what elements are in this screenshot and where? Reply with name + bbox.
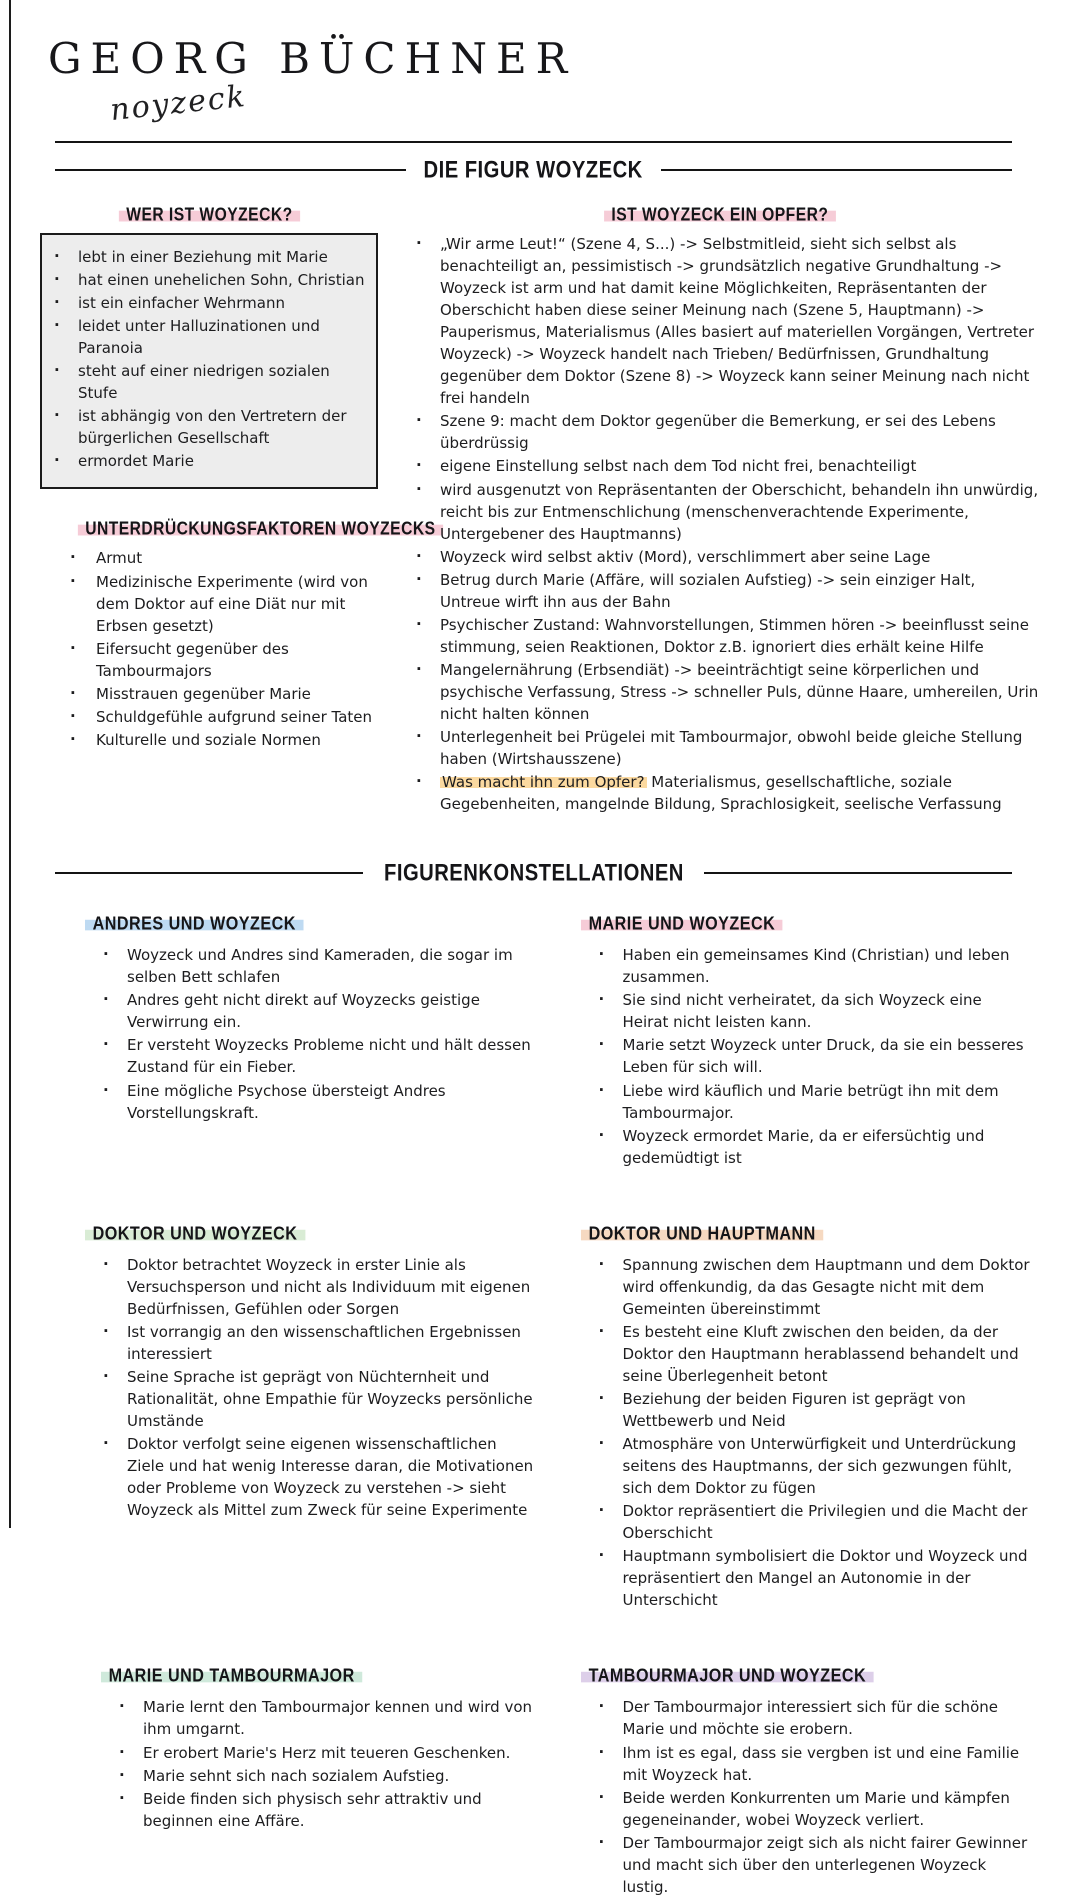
list-item: · Marie sehnt sich nach sozialem Aufstieg. [101, 1765, 537, 1787]
subsection-list [581, 1254, 1033, 1612]
list-item: · hat einen unehelichen Sohn, Christian [42, 269, 372, 291]
list-item: · ist abhängig von den Vertretern der bürgerlichen Gesellschaft [42, 405, 372, 449]
list-item: · wird ausgenutzt von Repräsentanten der Oberschicht, behandeln ihn unwürdig, reicht bis zur Entmenschlichung (menschenverachtende Experimente, Untergebener des Hauptmanns) [400, 479, 1040, 545]
subsection-heading: MARIE UND WOYZECK [581, 914, 783, 935]
heading-ist-woyzeck-ein-opfer [400, 205, 1040, 225]
subsection-heading: TAMBOURMAJOR UND WOYZECK [581, 1666, 874, 1687]
list-item: · Der Tambourmajor interessiert sich für die schöne Marie und möchte sie erobern. [581, 1696, 1033, 1740]
oppression-list [40, 547, 378, 750]
upper-two-columns [40, 199, 1040, 816]
subsection-list [581, 1696, 1033, 1897]
heading-text: WER IST WOYZECK? [118, 204, 299, 226]
subsection-heading: ANDRES UND WOYZECK [85, 914, 303, 935]
figure-constellation-grid [85, 914, 1032, 1899]
list-item: · „Wir arme Leut!“ (Szene 4, S...) -> Selbstmitleid, sieht sich selbst als benachteiligt an, pessimistisch -> grundsätzlich negative Grundhaltung -> Woyzeck ist arm und hat damit keine Möglichkeiten, Repräsentanten der Oberschicht haben diese seiner Meinung nach (Szene 5, Hauptmann) -> Pauperismus, Materialismus (Alles basiert auf materiellen Vorgängen, Vertreter Woyzeck) -> Woyzeck handelt nach Trieben/ Bedürfnissen, Grundhaltung gegenüber dem Doktor (Szene 8) -> Woyzeck kann seiner Meinung nach nicht frei handeln [400, 233, 1040, 409]
list-item: · ist ein einfacher Wehrmann [42, 292, 372, 314]
list-item: · Der Tambourmajor zeigt sich als nicht fairer Gewinner und macht sich über den unterlegenen Woyzeck lustig. [581, 1832, 1033, 1898]
list-item: · Ihm ist es egal, dass sie vergben ist und eine Familie mit Woyzeck hat. [581, 1742, 1033, 1786]
list-item: · Szene 9: macht dem Doktor gegenüber die Bemerkung, er sei des Lebens überdrüssig [400, 410, 1040, 454]
subsection-list [101, 1696, 537, 1831]
subsection-list [581, 944, 1033, 1168]
list-item: · Ist vorrangig an den wissenschaftlichen Ergebnissen interessiert [85, 1321, 537, 1365]
heading-unterdrueckungsfaktoren [62, 518, 436, 540]
list-item: · eigene Einstellung selbst nach dem Tod nicht frei, benachteiligt [400, 455, 1040, 477]
list-item: · Woyzeck ermordet Marie, da er eifersüchtig und gedemüdtigt ist [581, 1125, 1033, 1169]
header-divider [55, 141, 1012, 143]
list-item: · Betrug durch Marie (Affäre, will sozialen Aufstieg) -> sein einziger Halt, Untreue wirft ihn aus der Bahn [400, 569, 1040, 613]
subsection-marie-und-tambourmajor [101, 1666, 537, 1898]
subsection-marie-und-woyzeck [581, 914, 1033, 1169]
list-item: · Liebe wird käuflich und Marie betrügt ihn mit dem Tambourmajor. [581, 1080, 1033, 1124]
divider-line [55, 872, 363, 874]
list-item: · steht auf einer niedrigen sozialen Stufe [42, 360, 372, 404]
handwritten-subtitle: noyzeck [108, 78, 249, 129]
list-item: · Mangelernährung (Erbsendiät) -> beeinträchtigt seine körperlichen und psychische Verfassung, Stress -> schneller Puls, dünne Haare, umhereilen, Urin nicht halten können [400, 659, 1040, 725]
list-item: · Misstrauen gegenüber Marie [40, 683, 378, 705]
divider-line [55, 169, 406, 171]
subsection-heading: DOKTOR UND WOYZECK [85, 1223, 305, 1244]
list-item: · Schuldgefühle aufgrund seiner Taten [40, 706, 378, 728]
divider-line [704, 872, 1012, 874]
list-item: · Was macht ihn zum Opfer? Materialismus, gesellschaftliche, soziale Gegebenheiten, mangelnde Bildung, Sprachlosigkeit, seelische Verfassung [400, 771, 1040, 815]
who-info-box [40, 233, 378, 489]
list-item: · Eine mögliche Psychose übersteigt Andres Vorstellungskraft. [85, 1080, 537, 1124]
list-item: · Marie lernt den Tambourmajor kennen und wird von ihm umgarnt. [101, 1696, 537, 1740]
oppression-section [40, 518, 436, 750]
list-item: · Unterlegenheit bei Prügelei mit Tambourmajor, obwohl beide gleiche Stellung haben (Wirtshausszene) [400, 726, 1040, 770]
subsection-list [85, 1254, 537, 1522]
list-item: · Armut [40, 547, 378, 569]
heading-text: IST WOYZECK EIN OPFER? [604, 204, 836, 226]
section-title-figurenkonstellationen [55, 860, 1012, 886]
divider-line [661, 169, 1012, 171]
subsection-list [85, 944, 537, 1123]
section-title-text: DIE FIGUR WOYZECK [423, 155, 644, 183]
list-item: · Er erobert Marie's Herz mit teueren Geschenken. [101, 1742, 537, 1764]
list-item: · Es besteht eine Kluft zwischen den beiden, da der Doktor den Hauptmann herablassend behandelt und seine Überlegenheit betont [581, 1321, 1033, 1387]
section-title-die-figur [55, 157, 1012, 183]
subsection-tambourmajor-und-woyzeck [581, 1666, 1033, 1898]
list-item: · Seine Sprache ist geprägt von Nüchternheit und Rationalität, ohne Empathie für Woyzecks persönliche Umstände [85, 1366, 537, 1432]
list-item: · Andres geht nicht direkt auf Woyzecks geistige Verwirrung ein. [85, 989, 537, 1033]
column-ist-woyzeck-ein-opfer [400, 199, 1040, 816]
list-item: · leidet unter Halluzinationen und Paranoia [42, 315, 372, 359]
list-item: · Marie setzt Woyzeck unter Druck, da sie ein besseres Leben für sich will. [581, 1034, 1033, 1078]
subsection-andres-und-woyzeck [85, 914, 537, 1169]
list-item: · Spannung zwischen dem Hauptmann und dem Doktor wird offenkundig, da das Gesagte nicht mit dem Gemeinten übereinstimmt [581, 1254, 1033, 1320]
subsection-doktor-und-hauptmann [581, 1224, 1033, 1613]
list-item: · Eifersucht gegenüber des Tambourmajors [40, 638, 378, 682]
who-list [42, 246, 372, 472]
heading-wer-ist-woyzeck [40, 205, 378, 225]
subsection-heading: DOKTOR UND HAUPTMANN [581, 1223, 823, 1244]
section-title-text: FIGURENKONSTELLATIONEN [383, 859, 684, 887]
list-item: · lebt in einer Beziehung mit Marie [42, 246, 372, 268]
list-item: · Beziehung der beiden Figuren ist geprägt von Wettbewerb und Neid [581, 1388, 1033, 1432]
author-title: GEORG BÜCHNER [48, 34, 577, 83]
list-item: · Psychischer Zustand: Wahnvorstellungen, Stimmen hören -> beeinflusst seine stimmung, seien Reaktionen, Doktor z.B. ignoriert dies erhält keine Hilfe [400, 614, 1040, 658]
subsection-heading: MARIE UND TAMBOURMAJOR [101, 1666, 362, 1687]
list-item: · Doktor verfolgt seine eigenen wissenschaftlichen Ziele und hat wenig Interesse daran, die Motivationen oder Probleme von Woyzeck zu verstehen -> sieht Woyzeck als Mittel zum Zweck für seine Experimente [85, 1433, 537, 1521]
list-item: · Haben ein gemeinsames Kind (Christian) und leben zusammen. [581, 944, 1033, 988]
list-item: · Hauptmann symbolisiert die Doktor und Woyzeck und repräsentiert den Mangel an Autonomie in der Unterschicht [581, 1545, 1033, 1611]
page-edge-line [9, 0, 11, 1528]
list-item: · Medizinische Experimente (wird von dem Doktor auf eine Diät nur mit Erbsen gesetzt) [40, 571, 378, 637]
list-item: · Doktor repräsentiert die Privilegien und die Macht der Oberschicht [581, 1500, 1033, 1544]
highlighted-question: Was macht ihn zum Opfer? [442, 773, 645, 792]
list-item: · Doktor betrachtet Woyzeck in erster Linie als Versuchsperson und nicht als Individuum mit eigenen Bedürfnissen, Gefühlen oder Sorgen [85, 1254, 537, 1320]
list-item: · Atmosphäre von Unterwürfigkeit und Unterdrückung seitens des Hauptmanns, der sich gezwungen fühlt, sich dem Doktor zu fügen [581, 1433, 1033, 1499]
list-item: · ermordet Marie [42, 450, 372, 472]
list-item: · Beide werden Konkurrenten um Marie und kämpfen gegeneinander, wobei Woyzeck verliert. [581, 1787, 1033, 1831]
heading-text: UNTERDRÜCKUNGSFAKTOREN WOYZECKS [78, 519, 443, 541]
list-item: · Sie sind nicht verheiratet, da sich Woyzeck eine Heirat nicht leisten kann. [581, 989, 1033, 1033]
list-item: · Woyzeck und Andres sind Kameraden, die sogar im selben Bett schlafen [85, 944, 537, 988]
column-who-ist-woyzeck [40, 199, 436, 816]
list-item: · Er versteht Woyzecks Probleme nicht und hält dessen Zustand für ein Fieber. [85, 1034, 537, 1078]
victim-list [400, 233, 1040, 815]
page-header [0, 0, 1080, 129]
list-item: · Kulturelle und soziale Normen [40, 729, 378, 751]
list-item: · Beide finden sich physisch sehr attraktiv und beginnen eine Affäre. [101, 1788, 537, 1832]
subsection-doktor-und-woyzeck [85, 1224, 537, 1613]
list-item: · Woyzeck wird selbst aktiv (Mord), verschlimmert aber seine Lage [400, 546, 1040, 568]
